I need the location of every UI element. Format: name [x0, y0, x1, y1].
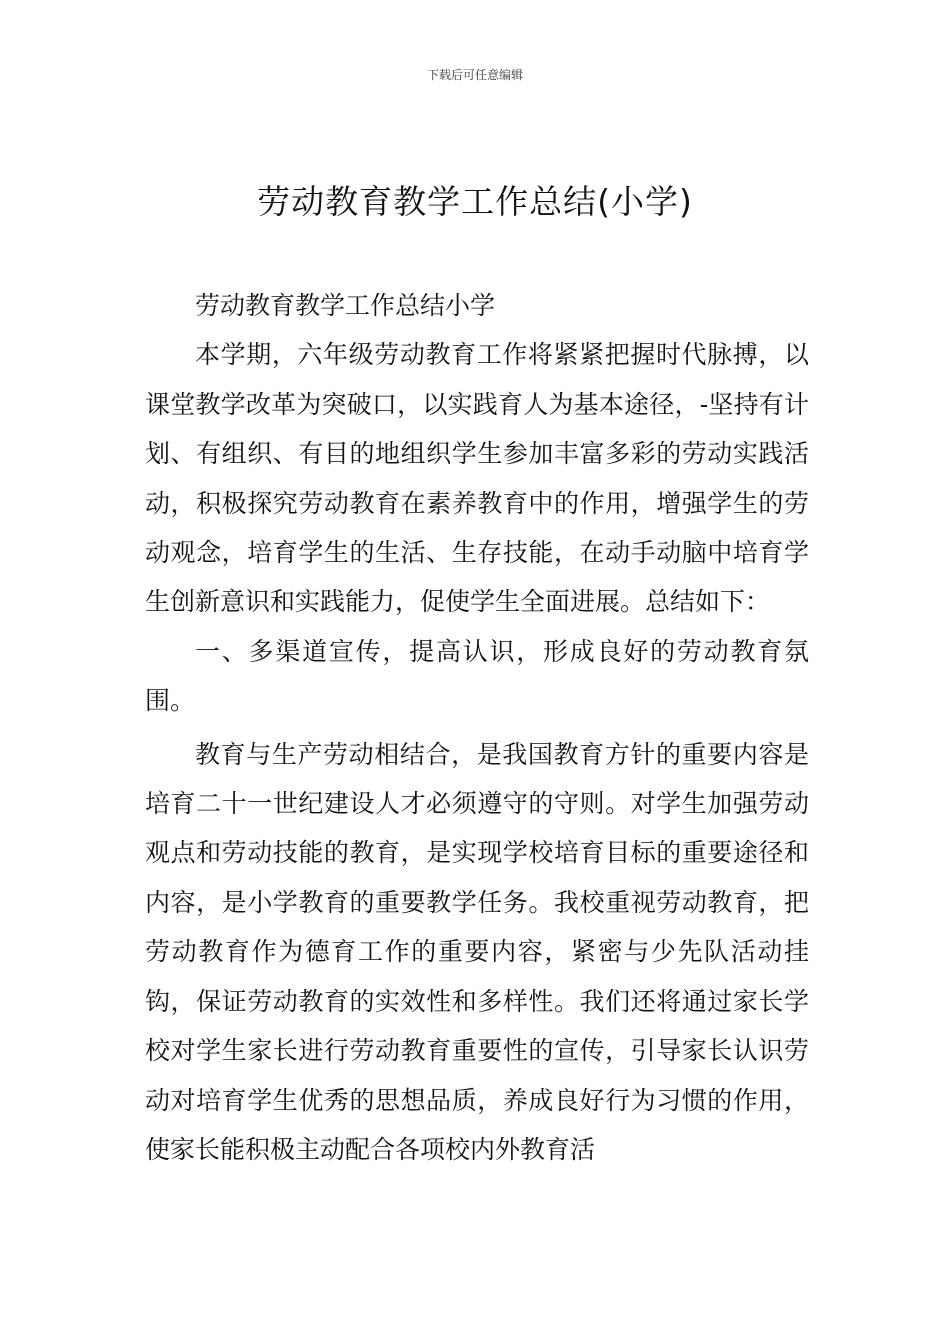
section-heading-1: 一、多渠道宣传，提高认识，形成良好的劳动教育氛围。 [145, 636, 809, 716]
header-note: 下载后可任意编辑 [426, 68, 523, 82]
subtitle-paragraph: 劳动教育教学工作总结小学 [195, 291, 496, 320]
body-paragraph: 教育与生产劳动相结合，是我国教育方针的重要内容是培育二十一世纪建设人才必须遵守的守则。对学生加强劳动观点和劳动技能的教育，是实现学校培育目标的重要途径和内容，是小学教育的重要教学任务。我校重视劳动教育，把劳动教育作为德育工作的重要内容，紧密与少先队活动挂钩，保证劳动教育的实效性和多样性。我们还将通过家长学校对学生家长进行劳动教育重要性的宣传，引导家长认识劳动对培育学生优秀的思想品质，养成良好行为习惯的作用，使家长能积极主动配合各项校内外教育活 [145, 739, 809, 1164]
document-title: 劳动教育教学工作总结(小学) [257, 182, 693, 221]
intro-paragraph: 本学期，六年级劳动教育工作将紧紧把握时代脉搏，以课堂教学改革为突破口，以实践育人为基本途径，-坚持有计划、有组织、有目的地组织学生参加丰富多彩的劳动实践活动，积极探究劳动教育在素养教育中的作用，增强学生的劳动观念，培育学生的生活、生存技能，在动手动脑中培育学生创新意识和实践能力，促使学生全面进展。总结如下： [145, 340, 809, 617]
document-body [145, 281, 809, 1174]
